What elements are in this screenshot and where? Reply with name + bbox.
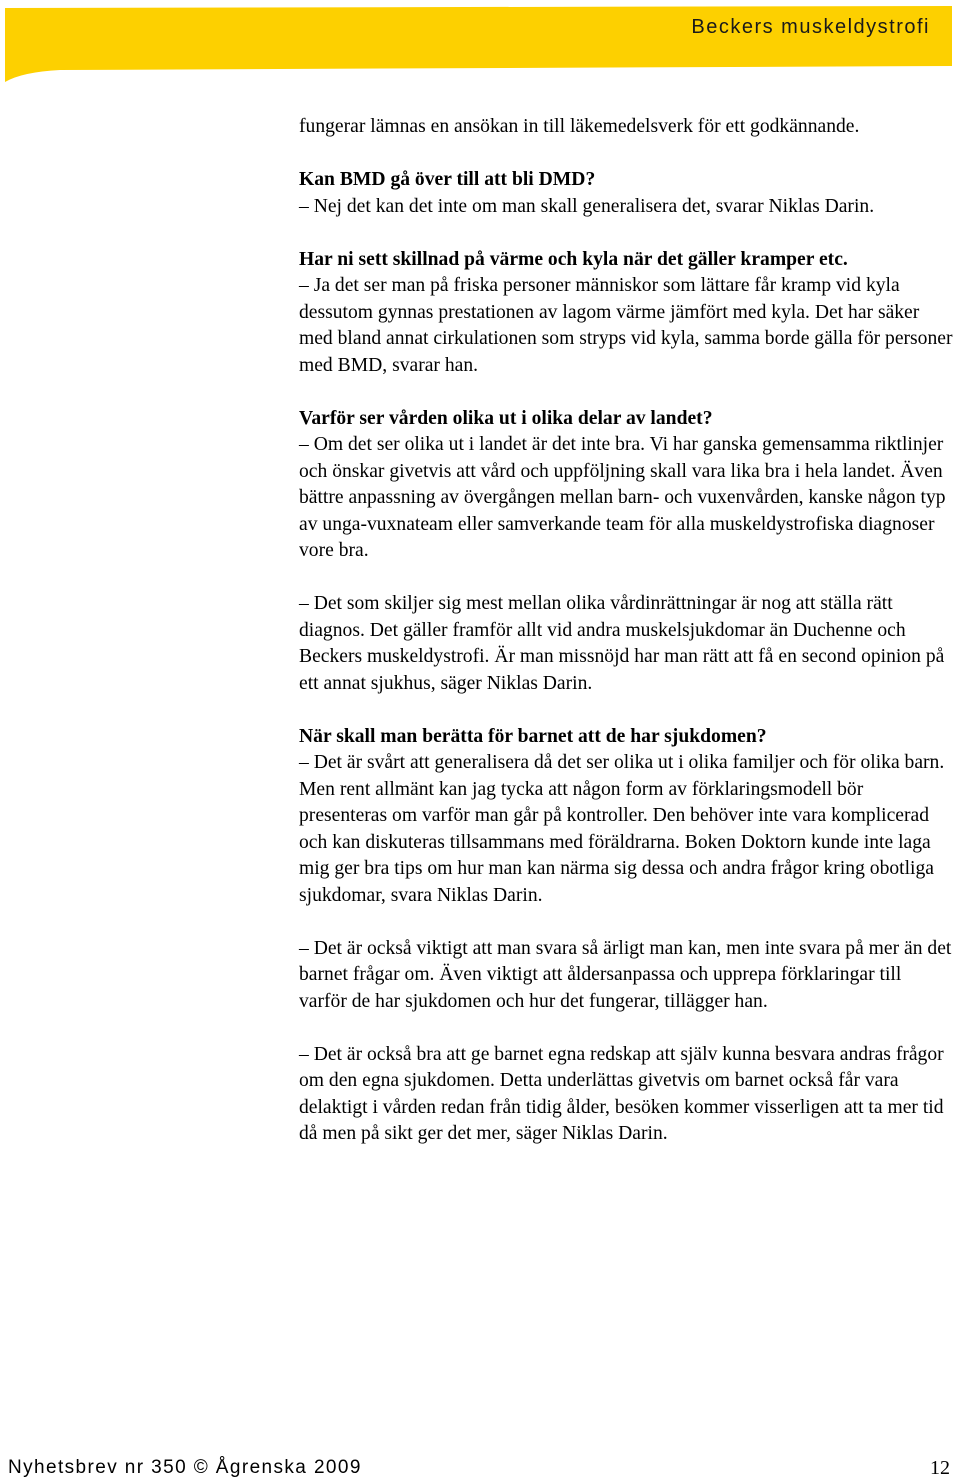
header-band	[0, 0, 960, 86]
paragraph: – Det är också viktigt att man svara så ärligt man kan, men inte svara på mer än det barnet frågar om. Även viktigt att åldersanpassa och upprepa förklaringar till varför de har sjukdomen och hur det fungerar, tillägger han.	[299, 937, 952, 1012]
article-body	[299, 114, 954, 1148]
question-heading: Varför ser vården olika ut i olika delar av landet?	[299, 407, 713, 429]
paragraph: – Det som skiljer sig mest mellan olika vårdinrättningar är nog att ställa rätt diagnos. Det gäller framför allt vid andra muskelsjukdomar än Duchenne och Beckers muskeldystrofi. Är man missnöjd har man rätt att få en second opinion på ett annat sjukhus, säger Niklas Darin.	[299, 593, 945, 694]
page-number: 12	[930, 1457, 950, 1479]
question-heading: När skall man berätta för barnet att de har sjukdomen?	[299, 725, 767, 747]
footer-credit: Nyhetsbrev nr 350 © Ågrenska 2009	[8, 1457, 362, 1478]
header-title: Beckers muskeldystrofi	[691, 16, 930, 38]
answer-text: – Ja det ser man på friska personer människor som lättare får kramp vid kyla dessutom gynnas prestationen av lagom värme jämfört med kyla. Det har säker med bland annat cirkulationen som stryps vid kyla, samma borde gälla för personer med BMD, svarar han.	[299, 275, 953, 376]
paragraph: fungerar lämnas en ansökan in till läkemedelsverk för ett godkännande.	[299, 116, 860, 137]
header-background	[0, 0, 960, 86]
question-heading: Har ni sett skillnad på värme och kyla när det gäller kramper etc.	[299, 248, 848, 270]
paragraph: – Det är också bra att ge barnet egna redskap att själv kunna besvara andras frågor om den egna sjukdomen. Detta underlättas givetvis om barnet också får vara delaktigt i vården redan från tidig ålder, besöken kommer visserligen att ta mer tid då men på sikt ger det mer, säger Niklas Darin.	[299, 1043, 944, 1144]
qa-block	[299, 167, 954, 220]
answer-text: – Det är svårt att generalisera då det ser olika ut i olika familjer och för olika barn. Men rent allmänt kan jag tycka att någon form av förklaringsmodell bör presenteras om varför man går på kontroller. Den behöver inte vara komplicerad och kan diskuteras tillsammans med föräldrarna. Boken Doktorn kunde inte laga mig ger bra tips om hur man kan närma sig dessa och andra frågor kring obotliga sjukdomar, svara Niklas Darin.	[299, 752, 945, 906]
answer-text: – Om det ser olika ut i landet är det inte bra. Vi har ganska gemensamma riktlinjer och önskar givetvis att vård och uppföljning skall vara lika bra i hela landet. Även bättre anpassning av övergången mellan barn- och vuxenvården, kanske någon typ av unga-vuxnateam eller samverkande team för alla muskeldystrofiska diagnoser vore bra.	[299, 434, 946, 561]
question-heading: Kan BMD gå över till att bli DMD?	[299, 169, 596, 190]
qa-block	[299, 724, 954, 910]
answer-text: – Nej det kan det inte om man skall generalisera det, svarar Niklas Darin.	[299, 195, 875, 217]
qa-block	[299, 247, 954, 380]
qa-block	[299, 406, 954, 565]
